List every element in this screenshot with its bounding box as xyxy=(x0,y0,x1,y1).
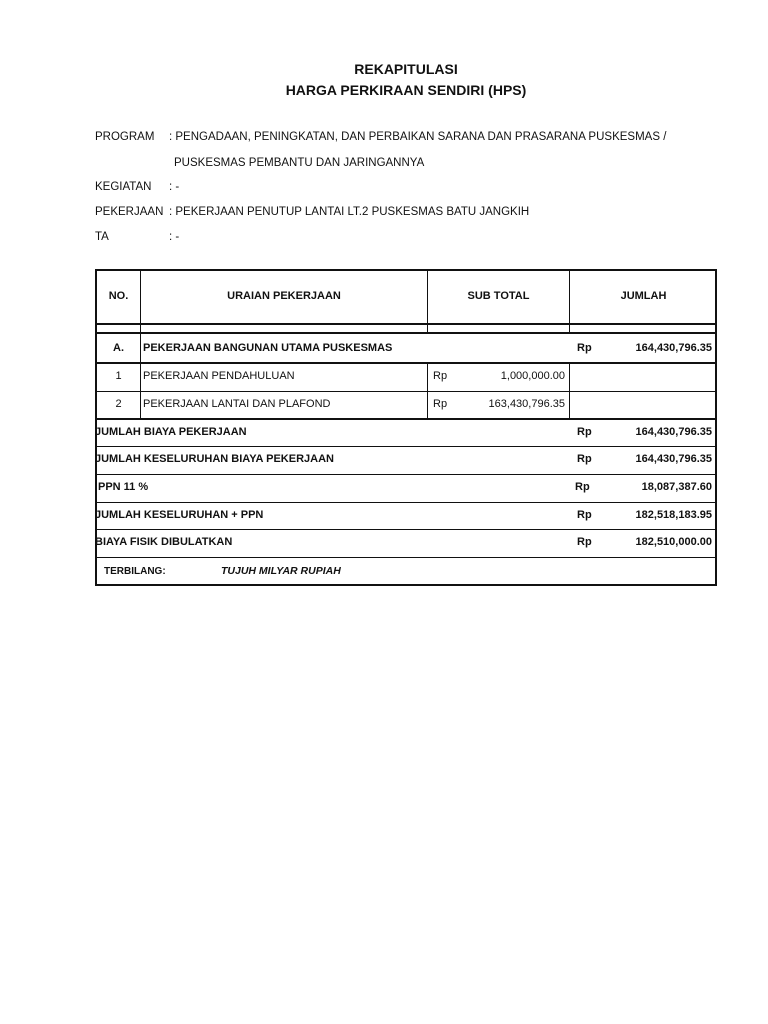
item-no: 1 xyxy=(115,370,122,382)
recap-table xyxy=(95,269,717,586)
item-currency: Rp xyxy=(433,398,448,410)
item-uraian: PEKERJAAN PENDAHULUAN xyxy=(143,370,295,382)
summary-currency: Rp xyxy=(577,453,592,465)
row-divider xyxy=(97,418,715,420)
header-divider xyxy=(97,323,715,325)
summary-value: 182,518,183.95 xyxy=(635,509,712,521)
row-divider xyxy=(97,529,715,530)
summary-value: 164,430,796.35 xyxy=(635,426,712,438)
document-subtitle: HARGA PERKIRAAN SENDIRI (HPS) xyxy=(285,82,527,98)
program-value: : PENGADAAN, PENINGKATAN, DAN PERBAIKAN SARANA DAN PRASARANA PUSKESMAS / xyxy=(169,131,667,143)
summary-label: JUMLAH KESELURUHAN BIAYA PEKERJAAN xyxy=(95,453,334,465)
ta-label: TA xyxy=(95,231,109,243)
pekerjaan-value: : PEKERJAAN PENUTUP LANTAI LT.2 PUSKESMAS BATU JANGKIH xyxy=(169,206,530,218)
document-title: REKAPITULASI xyxy=(354,61,458,77)
kegiatan-value: : - xyxy=(169,181,180,193)
col-divider-subtotal xyxy=(569,362,570,418)
summary-currency: Rp xyxy=(577,426,592,438)
pekerjaan-label: PEKERJAAN xyxy=(95,206,164,218)
section-uraian: PEKERJAAN BANGUNAN UTAMA PUSKESMAS xyxy=(143,342,393,354)
program-label: PROGRAM xyxy=(95,131,155,143)
header-sub-total: SUB TOTAL xyxy=(467,290,530,302)
section-no: A. xyxy=(113,342,124,354)
row-divider xyxy=(97,474,715,475)
terbilang-value: TUJUH MILYAR RUPIAH xyxy=(221,565,341,577)
summary-value: 182,510,000.00 xyxy=(635,536,712,548)
kegiatan-label: KEGIATAN xyxy=(95,181,152,193)
section-jumlah: 164,430,796.35 xyxy=(635,342,712,354)
header-jumlah: JUMLAH xyxy=(620,290,667,302)
summary-value: 18,087,387.60 xyxy=(641,481,712,493)
row-divider xyxy=(97,557,715,558)
ta-value: : - xyxy=(169,231,180,243)
row-divider xyxy=(97,446,715,447)
terbilang-label: TERBILANG: xyxy=(104,566,166,577)
summary-value: 164,430,796.35 xyxy=(635,453,712,465)
row-divider xyxy=(97,502,715,503)
header-no: NO. xyxy=(108,290,129,302)
row-divider xyxy=(97,362,715,364)
item-sub-total: 1,000,000.00 xyxy=(500,370,565,382)
item-uraian: PEKERJAAN LANTAI DAN PLAFOND xyxy=(143,398,331,410)
spacer-divider xyxy=(97,332,715,334)
summary-currency: Rp xyxy=(577,509,592,521)
item-currency: Rp xyxy=(433,370,448,382)
section-currency: Rp xyxy=(577,342,592,354)
program-value-2: PUSKESMAS PEMBANTU DAN JARINGANNYA xyxy=(174,157,425,169)
summary-currency: Rp xyxy=(575,481,590,493)
summary-currency: Rp xyxy=(577,536,592,548)
summary-label: PPN 11 % xyxy=(98,481,149,493)
item-sub-total: 163,430,796.35 xyxy=(488,398,565,410)
row-divider xyxy=(97,391,715,392)
summary-label: BIAYA FISIK DIBULATKAN xyxy=(95,536,233,548)
header-uraian: URAIAN PEKERJAAN xyxy=(227,290,341,302)
item-no: 2 xyxy=(115,398,122,410)
summary-label: JUMLAH BIAYA PEKERJAAN xyxy=(95,426,247,438)
summary-label: JUMLAH KESELURUHAN + PPN xyxy=(95,509,264,521)
